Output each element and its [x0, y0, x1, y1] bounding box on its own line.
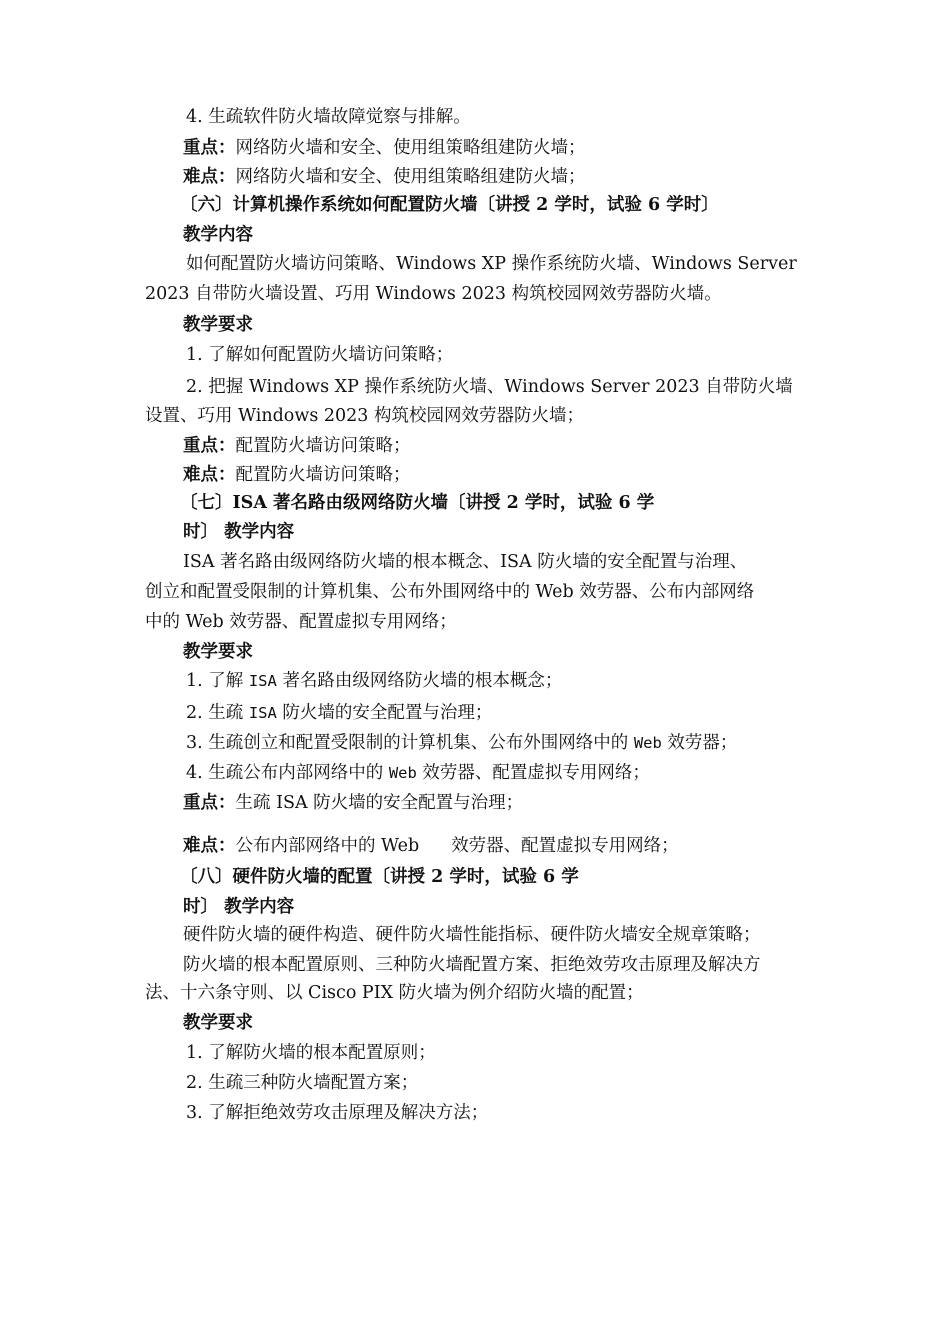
teaching-requirements-title: 教学要求: [183, 642, 253, 662]
key-point-label: 重点：: [183, 138, 236, 158]
paragraph-line: 创立和配置受限制的计算机集、公布外围网络中的 Web 效劳器、公布内部网络: [145, 582, 755, 602]
paragraph-line: 防火墙的根本配置原则、三种防火墙配置方案、拒绝效劳攻击原理及解决方: [183, 955, 761, 975]
list-item: [186, 762, 650, 784]
key-point-line: [183, 137, 586, 159]
list-item-text: 2. 生疏: [186, 703, 249, 723]
section-heading-7: 〔七〕ISA 著名路由级网络防火墙〔讲授 2 学时，试验 6 学: [180, 493, 655, 513]
section-heading-8: 〔八〕硬件防火墙的配置〔讲授 2 学时，试验 6 学: [180, 867, 579, 887]
list-item-text: 著名路由级网络防火墙的根本概念；: [276, 671, 563, 691]
list-item: [186, 732, 737, 754]
list-item-continuation: 设置、巧用 Windows 2023 构筑校园网效劳器防火墙；: [145, 406, 584, 426]
list-item: 1. 了解如何配置防火墙访问策略；: [186, 345, 454, 365]
key-point-line: [183, 792, 523, 814]
difficult-point-text: 配置防火墙访问策略；: [235, 465, 411, 485]
key-point-text: 配置防火墙访问策略；: [235, 436, 411, 456]
difficult-point-label: 难点：: [183, 167, 236, 187]
list-item-text: 效劳器、配置虚拟专用网络；: [416, 763, 650, 783]
key-point-text: 生疏 ISA 防火墙的安全配置与治理；: [235, 793, 524, 813]
key-point-text: 网络防火墙和安全、使用组策略组建防火墙；: [235, 138, 586, 158]
list-item: 2. 生疏三种防火墙配置方案；: [186, 1073, 419, 1093]
paragraph-line: ISA 著名路由级网络防火墙的根本概念、ISA 防火墙的安全配置与治理、: [183, 552, 748, 572]
list-item-text: 3. 生疏创立和配置受限制的计算机集、公布外围网络中的: [186, 733, 634, 753]
list-item-text: 效劳器；: [661, 733, 738, 753]
difficult-point-label: 难点：: [183, 465, 236, 485]
difficult-point-line: [183, 464, 411, 486]
difficult-point-line: [183, 835, 679, 857]
key-point-line: [183, 435, 411, 457]
paragraph-line: 如何配置防火墙访问策略、Windows XP 操作系统防火墙、Windows Server: [186, 254, 797, 274]
list-item: 4. 生疏软件防火墙故障觉察与排解。: [186, 107, 471, 127]
list-item: [186, 670, 562, 692]
list-item-code: ISA: [248, 672, 277, 690]
difficult-point-text: 效劳器、配置虚拟专用网络；: [451, 836, 679, 856]
list-item: 2. 把握 Windows XP 操作系统防火墙、Windows Server 2023 自带防火墙: [186, 377, 793, 397]
list-item-code: Web: [633, 734, 662, 752]
teaching-content-title: 教学内容: [183, 225, 253, 245]
list-item: 3. 了解拒绝效劳攻击原理及解决方法；: [186, 1103, 489, 1123]
list-item: 1. 了解防火墙的根本配置原则；: [186, 1043, 436, 1063]
list-item: [186, 702, 492, 724]
list-item-code: Web: [388, 764, 417, 782]
paragraph-line: 法、十六条守则、以 Cisco PIX 防火墙为例介绍防火墙的配置；: [145, 983, 644, 1003]
difficult-point-line: [183, 166, 586, 188]
difficult-point-label: 难点：: [183, 836, 236, 856]
list-item-text: 防火墙的安全配置与治理；: [276, 703, 493, 723]
key-point-label: 重点：: [183, 793, 236, 813]
section-heading-7-cont: 时〕 教学内容: [183, 522, 295, 542]
key-point-label: 重点：: [183, 436, 236, 456]
paragraph-line: 硬件防火墙的硬件构造、硬件防火墙性能指标、硬件防火墙安全规章策略；: [183, 925, 761, 945]
list-item-code: ISA: [248, 704, 277, 722]
difficult-point-text: 公布内部网络中的 Web: [235, 836, 420, 856]
list-item-text: 4. 生疏公布内部网络中的: [186, 763, 389, 783]
section-heading-6: 〔六〕计算机操作系统如何配置防火墙〔讲授 2 学时，试验 6 学时〕: [180, 195, 719, 215]
paragraph-line: 2023 自带防火墙设置、巧用 Windows 2023 构筑校园网效劳器防火墙。: [145, 284, 722, 304]
paragraph-line: 中的 Web 效劳器、配置虚拟专用网络；: [145, 612, 457, 632]
difficult-point-text: 网络防火墙和安全、使用组策略组建防火墙；: [235, 167, 586, 187]
teaching-requirements-title: 教学要求: [183, 1013, 253, 1033]
teaching-requirements-title: 教学要求: [183, 315, 253, 335]
section-heading-8-cont: 时〕 教学内容: [183, 897, 295, 917]
list-item-text: 1. 了解: [186, 671, 249, 691]
